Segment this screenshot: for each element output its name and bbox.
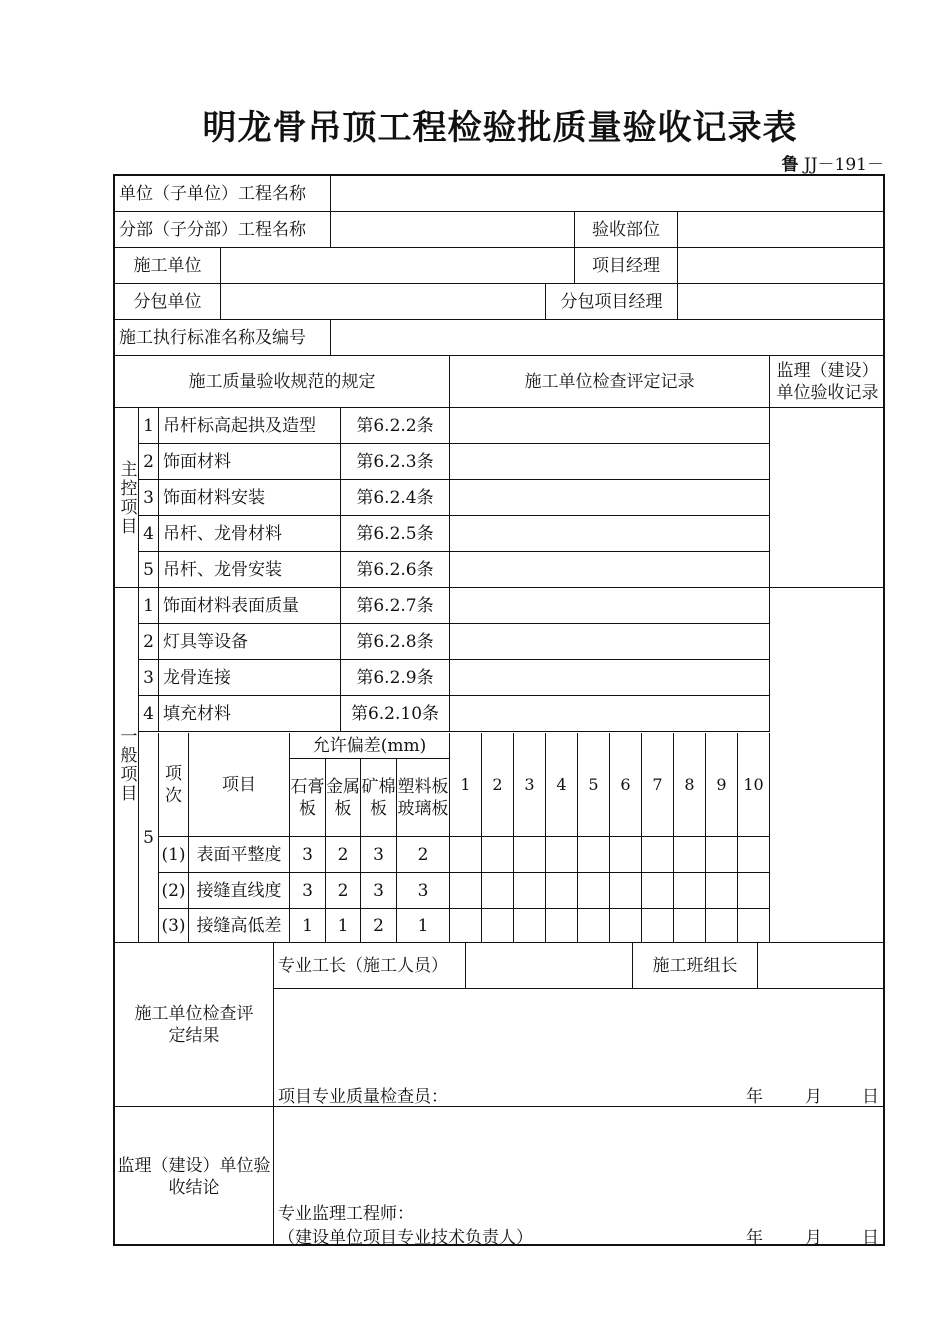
measurement-point-header: 10 <box>738 733 770 837</box>
form-code <box>782 150 884 175</box>
measurement-point-header: 4 <box>546 733 578 837</box>
measurement-point-header: 7 <box>642 733 674 837</box>
measured-value-cell[interactable] <box>642 909 674 943</box>
supervision-column-header: 监理（建设）单位验收记录 <box>770 356 885 408</box>
sub-project-value[interactable] <box>331 212 575 248</box>
general-item-clause: 第6.2.8条 <box>341 624 450 660</box>
main-item-name: 吊杆、龙骨材料 <box>159 516 341 552</box>
engineer-label: 专业监理工程师： <box>278 1204 414 1224</box>
contractor-year: 年 <box>746 1087 763 1107</box>
form-title: 明龙骨吊顶工程检验批质量验收记录表 <box>202 108 798 148</box>
measured-value-cell[interactable] <box>482 873 514 909</box>
tolerance-material-header: 石膏板 <box>290 759 326 837</box>
main-item-clause: 第6.2.4条 <box>341 480 450 516</box>
general-item-name: 灯具等设备 <box>159 624 341 660</box>
general-item-record[interactable] <box>450 660 770 696</box>
measured-value-cell[interactable] <box>546 873 578 909</box>
general-item-record[interactable] <box>450 696 770 732</box>
measurement-point-header: 2 <box>482 733 514 837</box>
supervision-result-label: 监理（建设）单位验收结论 <box>115 1107 274 1246</box>
contractor-month: 月 <box>805 1087 822 1107</box>
supervision-year: 年 <box>746 1228 763 1248</box>
measurement-point-header: 5 <box>578 733 610 837</box>
main-item-record[interactable] <box>450 408 770 444</box>
measured-value-cell[interactable] <box>514 909 546 943</box>
general-item-clause: 第6.2.10条 <box>341 696 450 732</box>
allowed-deviation-value: 1 <box>397 909 450 943</box>
main-item-name: 饰面材料安装 <box>159 480 341 516</box>
project-manager-label: 项目经理 <box>575 248 678 284</box>
contractor-day: 日 <box>862 1087 879 1107</box>
allowed-deviation-value: 1 <box>326 909 361 943</box>
record-column-header: 施工单位检查评定记录 <box>450 356 770 408</box>
measured-value-cell[interactable] <box>610 909 642 943</box>
sub-project-manager-value[interactable] <box>678 284 885 320</box>
measured-value-cell[interactable] <box>738 837 770 873</box>
main-item-number: 5 <box>139 552 159 588</box>
measured-value-cell[interactable] <box>674 873 706 909</box>
contractor-label: 施工单位 <box>115 248 221 284</box>
main-item-clause: 第6.2.5条 <box>341 516 450 552</box>
item5-seq-header: 项次 <box>159 733 189 837</box>
deviation-item-seq: (2) <box>159 873 189 909</box>
measured-value-cell[interactable] <box>642 873 674 909</box>
inspector-label: 项目专业质量检查员： <box>278 1087 448 1107</box>
general-item-number: 4 <box>139 696 159 732</box>
deviation-item-name: 接缝直线度 <box>189 873 290 909</box>
item5-number: 5 <box>139 733 159 943</box>
measured-value-cell[interactable] <box>610 837 642 873</box>
measured-value-cell[interactable] <box>674 837 706 873</box>
measured-value-cell[interactable] <box>514 837 546 873</box>
foreman-label: 专业工长（施工人员） <box>274 943 466 989</box>
contractor-result-label: 施工单位检查评定结果 <box>115 943 274 1107</box>
allowed-deviation-value: 2 <box>326 873 361 909</box>
measured-value-cell[interactable] <box>450 873 482 909</box>
measurement-point-header: 6 <box>610 733 642 837</box>
main-item-number: 3 <box>139 480 159 516</box>
project-name-label: 单位（子单位）工程名称 <box>115 176 331 212</box>
main-item-record[interactable] <box>450 480 770 516</box>
deviation-item-name: 表面平整度 <box>189 837 290 873</box>
general-items-label: 一般项目 <box>115 588 139 943</box>
main-item-number: 2 <box>139 444 159 480</box>
sub-project-label: 分部（子分部）工程名称 <box>115 212 331 248</box>
standard-value[interactable] <box>331 320 885 356</box>
supervision-month: 月 <box>805 1228 822 1248</box>
measured-value-cell[interactable] <box>578 909 610 943</box>
measured-value-cell[interactable] <box>482 837 514 873</box>
general-item-name: 龙骨连接 <box>159 660 341 696</box>
deviation-item-seq: (1) <box>159 837 189 873</box>
allowed-deviation-value: 3 <box>361 837 397 873</box>
general-item-clause: 第6.2.9条 <box>341 660 450 696</box>
deviation-item-name: 接缝高低差 <box>189 909 290 943</box>
measured-value-cell[interactable] <box>706 837 738 873</box>
supervision-day: 日 <box>862 1228 879 1248</box>
main-item-record[interactable] <box>450 516 770 552</box>
spec-column-header: 施工质量验收规范的规定 <box>115 356 450 408</box>
allowed-deviation-value: 2 <box>361 909 397 943</box>
measured-value-cell[interactable] <box>642 837 674 873</box>
tolerance-material-header: 矿棉板 <box>361 759 397 837</box>
allowed-deviation-value: 2 <box>397 837 450 873</box>
measurement-point-header: 9 <box>706 733 738 837</box>
item5-item-header: 项目 <box>189 733 290 837</box>
main-items-supervision-cell[interactable] <box>770 408 885 588</box>
main-item-name: 饰面材料 <box>159 444 341 480</box>
measured-value-cell[interactable] <box>450 837 482 873</box>
allowed-deviation-value: 2 <box>326 837 361 873</box>
project-name-value[interactable] <box>331 176 885 212</box>
form-code-number: JJ－191－ <box>803 155 884 175</box>
form-code-prefix: 鲁 <box>781 155 799 175</box>
main-item-number: 1 <box>139 408 159 444</box>
general-item-name: 饰面材料表面质量 <box>159 588 341 624</box>
measured-value-cell[interactable] <box>450 909 482 943</box>
allowed-deviation-value: 3 <box>290 837 326 873</box>
general-item-clause: 第6.2.7条 <box>341 588 450 624</box>
main-item-record[interactable] <box>450 552 770 588</box>
measured-value-cell[interactable] <box>738 909 770 943</box>
measured-value-cell[interactable] <box>482 909 514 943</box>
main-item-name: 吊杆、龙骨安装 <box>159 552 341 588</box>
measured-value-cell[interactable] <box>546 909 578 943</box>
allowed-deviation-value: 3 <box>397 873 450 909</box>
measured-value-cell[interactable] <box>546 837 578 873</box>
team-leader-label: 施工班组长 <box>633 943 758 989</box>
owner-label: （建设单位项目专业技术负责人） <box>278 1228 533 1248</box>
acceptance-part-value[interactable] <box>678 212 885 248</box>
main-item-name: 吊杆标高起拱及造型 <box>159 408 341 444</box>
foreman-value[interactable] <box>466 943 633 989</box>
measured-value-cell[interactable] <box>514 873 546 909</box>
item5-tolerance-header: 允许偏差(mm) <box>290 733 450 759</box>
team-leader-value[interactable] <box>758 943 885 989</box>
measured-value-cell[interactable] <box>706 873 738 909</box>
acceptance-part-label: 验收部位 <box>575 212 678 248</box>
measured-value-cell[interactable] <box>674 909 706 943</box>
measured-value-cell[interactable] <box>738 873 770 909</box>
measured-value-cell[interactable] <box>578 837 610 873</box>
deviation-item-seq: (3) <box>159 909 189 943</box>
main-items-label: 主控项目 <box>115 408 139 588</box>
allowed-deviation-value: 3 <box>361 873 397 909</box>
measured-value-cell[interactable] <box>706 909 738 943</box>
general-item-record[interactable] <box>450 588 770 624</box>
tolerance-material-header: 塑料板玻璃板 <box>397 759 450 837</box>
general-item-number: 1 <box>139 588 159 624</box>
general-item-name: 填充材料 <box>159 696 341 732</box>
general-item-number: 2 <box>139 624 159 660</box>
general-item-record[interactable] <box>450 624 770 660</box>
allowed-deviation-value: 1 <box>290 909 326 943</box>
measured-value-cell[interactable] <box>610 873 642 909</box>
standard-label: 施工执行标准名称及编号 <box>115 320 331 356</box>
main-item-number: 4 <box>139 516 159 552</box>
contractor-value[interactable] <box>221 248 575 284</box>
general-items-supervision-cell[interactable] <box>770 588 885 943</box>
subcontractor-value[interactable] <box>221 284 546 320</box>
measurement-point-header: 1 <box>450 733 482 837</box>
acceptance-record-table <box>113 174 885 1246</box>
main-item-record[interactable] <box>450 444 770 480</box>
general-item-number: 3 <box>139 660 159 696</box>
measurement-point-header: 3 <box>514 733 546 837</box>
subcontractor-label: 分包单位 <box>115 284 221 320</box>
sub-project-manager-label: 分包项目经理 <box>546 284 678 320</box>
project-manager-value[interactable] <box>678 248 885 284</box>
main-item-clause: 第6.2.2条 <box>341 408 450 444</box>
measured-value-cell[interactable] <box>578 873 610 909</box>
allowed-deviation-value: 3 <box>290 873 326 909</box>
main-item-clause: 第6.2.6条 <box>341 552 450 588</box>
measurement-point-header: 8 <box>674 733 706 837</box>
main-item-clause: 第6.2.3条 <box>341 444 450 480</box>
tolerance-material-header: 金属板 <box>326 759 361 837</box>
